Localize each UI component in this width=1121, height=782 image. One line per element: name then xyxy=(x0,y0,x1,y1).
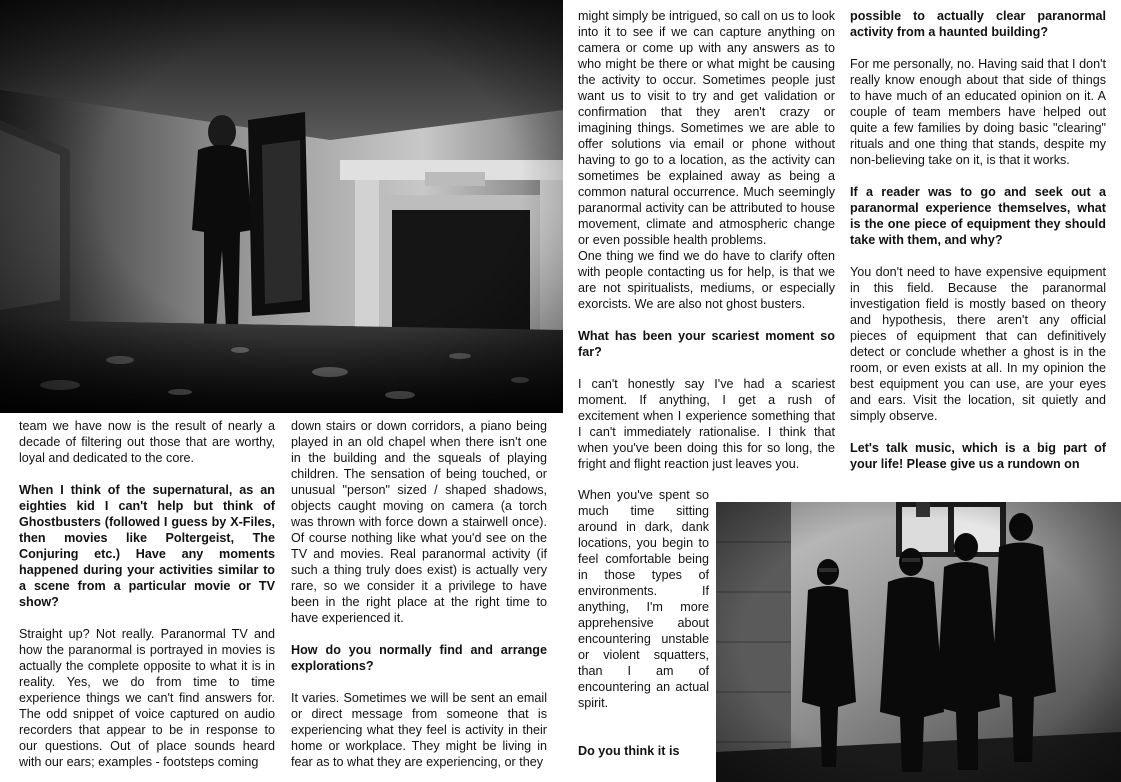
interview-question: Let's talk music, which is a big part of your life! Please give us a rundown on xyxy=(850,441,1106,471)
interview-question: possible to actually clear paranormal activity from a haunted building? xyxy=(850,9,1106,39)
paragraph: You don't need to have expensive equipment in this field. Because the paranormal investigation field is mostly based on theory and hypothesis, there aren't any official pieces of equipment that can definitively detect or conclude whether a ghost is in the room, or even exists at all. In my opinion the best equipment you can use, are your eyes and ears. Visit the location, sit quietly and simply observe. xyxy=(850,265,1106,423)
interview-question: What has been your scariest moment so far? xyxy=(578,329,835,359)
interview-question: How do you normally find and arrange explorations? xyxy=(291,643,547,673)
paragraph: might simply be intrigued, so call on us to look into it to see if we can capture anything on camera or come up with any answers as to who might be there or what might be causing the activity to occur. Sometimes people just want us to visit to try and get validation or confirmation that they aren't crazy or imagining things. Sometimes we are able to offer solutions via email or phone without having to go to a location, as the activity can sometimes be explained away as being a common natural occurrence. Much seemingly paranormal activity can be attributed to house movement, climate and atmospheric change or even possible health problems. xyxy=(578,9,835,247)
interview-question-start: Do you think it is xyxy=(578,744,680,758)
paragraph: It varies. Sometimes we will be sent an email or direct message from someone that is experiencing what they feel is activity in their home or workplace. They might be living in fear as to what they are experiencing, or they xyxy=(291,691,547,769)
article-column-3-narrow xyxy=(578,487,709,711)
paragraph: I can't honestly say I've had a scariest moment. If anything, I get a rush of excitement when I experience something that I can't immediately rationalise. I think that when you've been doing this for so long, the fright and flight reaction just leaves you. xyxy=(578,377,835,471)
interview-question: If a reader was to go and seek out a paranormal experience themselves, what is the one piece of equipment they should take with them, and why? xyxy=(850,185,1106,247)
paragraph: When you've spent so much time sitting around in dark, dank locations, you begin to feel comfortable being in those types of environments. If anything, I'm more apprehensive about encountering unstable or violent squatters, than I am of encountering an actual spirit. xyxy=(578,488,709,710)
article-column-1 xyxy=(19,418,275,770)
paragraph: down stairs or down corridors, a piano being played in an old chapel when there isn't one in the building and the squeals of playing children. The sensation of being touched, or unusual "person" sized / shaped shadows, objects caught moving on camera (a torch was thrown with force down a stairwell once). Of course nothing like what you'd see on the TV and movies. Real paranormal activity (if such a thing truly does exist) is actually very rare, so we consider it a privilege to have been in the right place at the right time to have experienced it. xyxy=(291,419,547,625)
haunted-room-photo xyxy=(0,0,563,413)
article-column-2 xyxy=(291,418,547,770)
paragraph: One thing we find we do have to clarify often with people contacting us for help, is that we are not spiritualists, mediums, or especially exorcists. We are also not ghost busters. xyxy=(578,249,835,311)
interview-question: When I think of the supernatural, as an eighties kid I can't help but think of Ghostbusters (followed I guess by X-Files, then movies like Poltergeist, The Conjuring etc.) Have any moments happened during your activities similar to a scene from a particular movie or TV show? xyxy=(19,483,275,609)
paragraph: For me personally, no. Having said that I don't really know enough about that side of things to have much of an educated opinion on it. A couple of team members have helped out quite a few families by doing basic "clearing" rituals and one thing that stands, despite my non-believing take on it, is that it works. xyxy=(850,57,1106,167)
paragraph: team we have now is the result of nearly a decade of filtering out those that are worthy, loyal and dedicated to the core. xyxy=(19,419,275,465)
paragraph: Straight up? Not really. Paranormal TV and how the paranormal is portrayed in movies is actually the complete opposite to what it is in reality. Yes, we do from time to time experience things we can't find answers for. The odd snippet of voice captured on audio recorders that appear to be in response to our questions. Out of place sounds heard with our ears; examples - footsteps coming xyxy=(19,627,275,769)
article-column-4 xyxy=(850,8,1106,472)
article-column-3 xyxy=(578,8,835,472)
band-photo xyxy=(716,502,1121,782)
